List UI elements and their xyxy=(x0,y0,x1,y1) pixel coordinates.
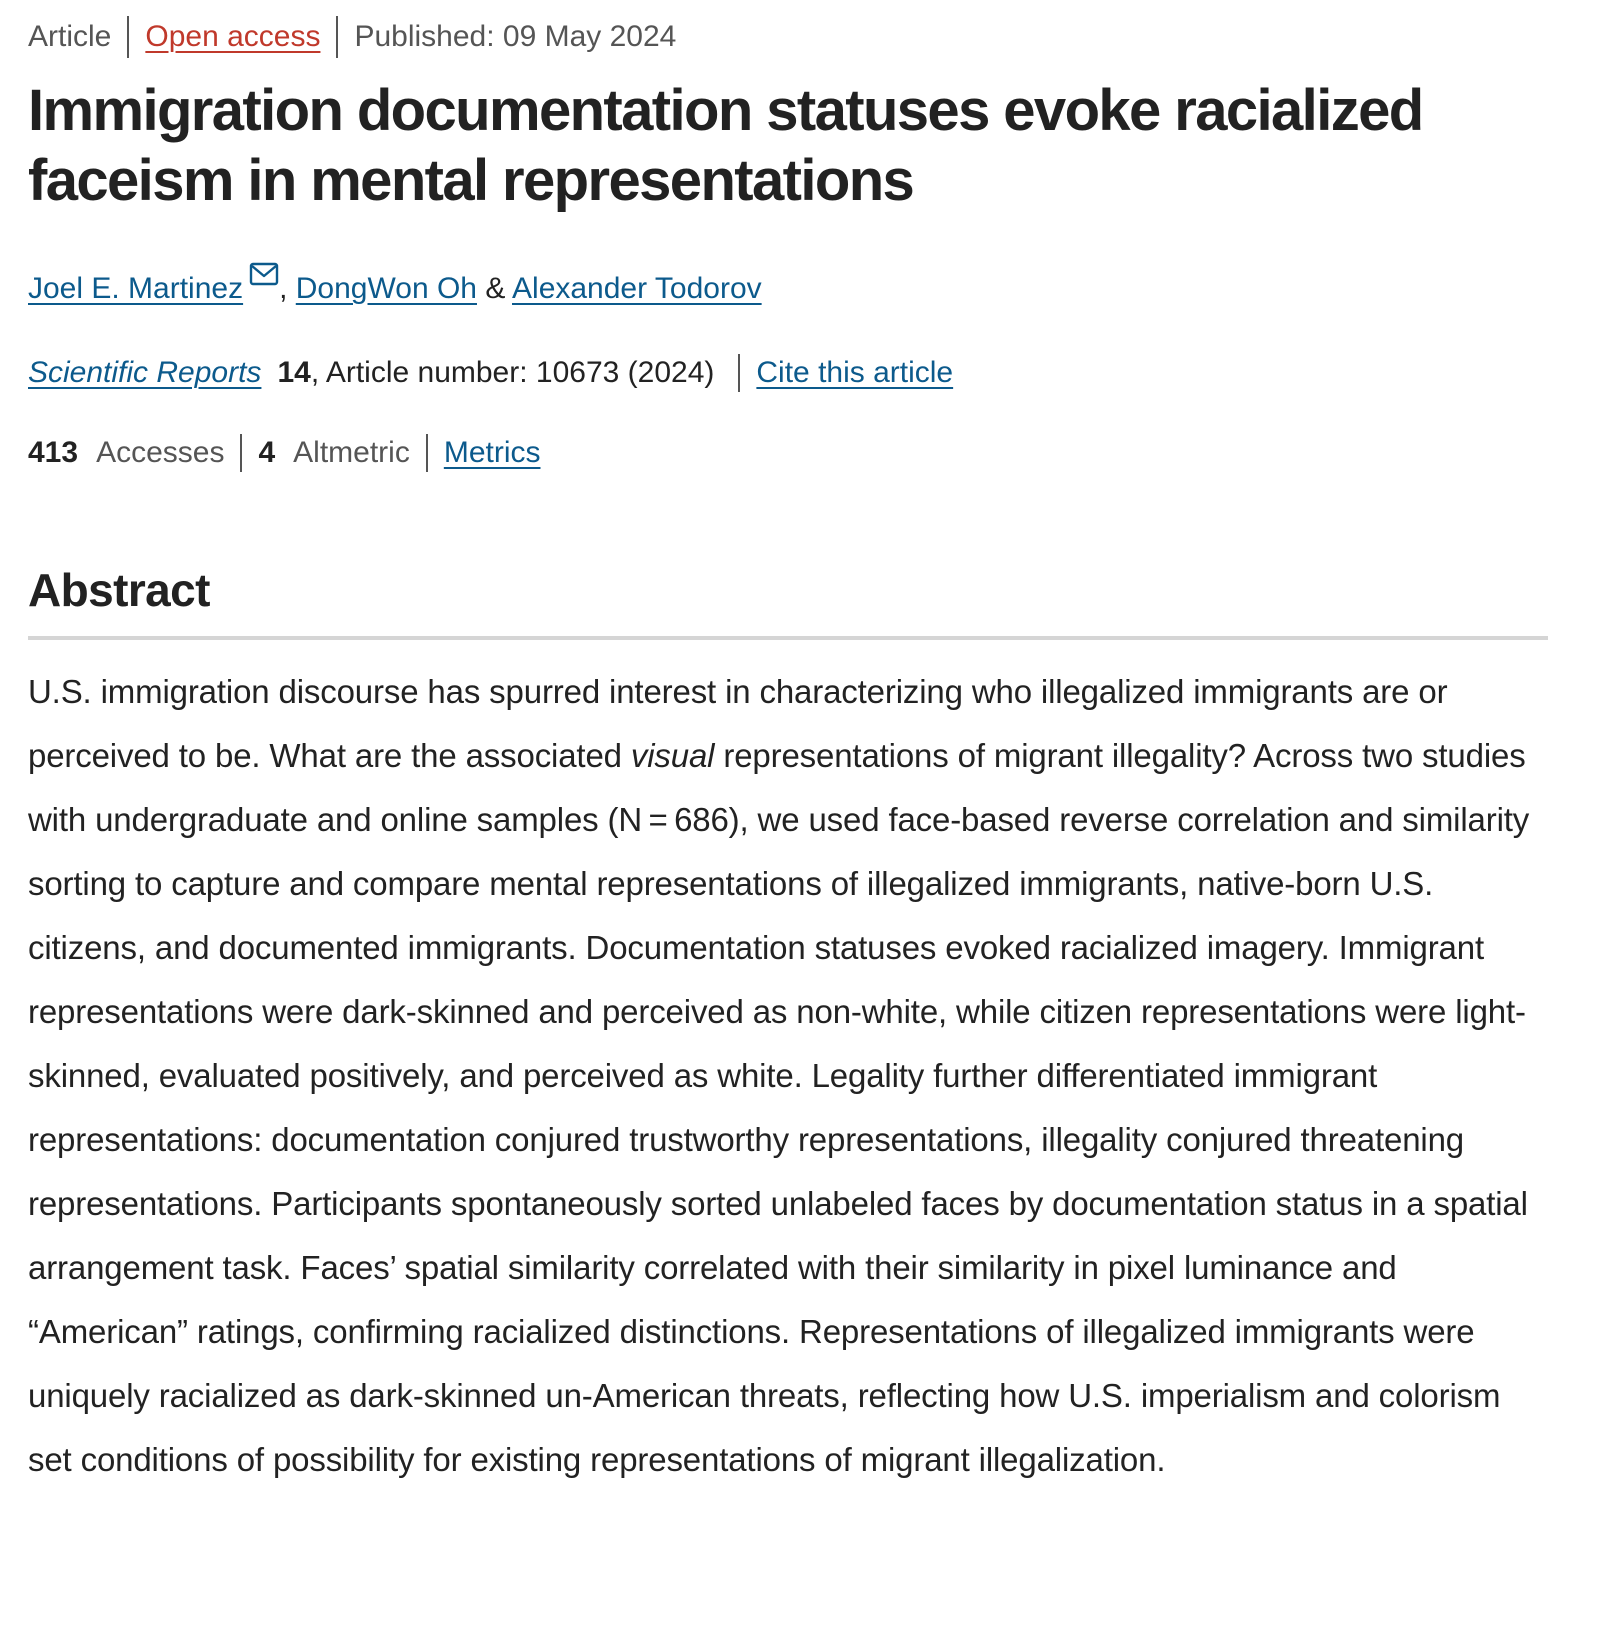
altmetric-label: Altmetric xyxy=(293,436,410,469)
article-number: , Article number: 10673 (2024) xyxy=(310,356,715,389)
journal-info xyxy=(28,352,953,394)
altmetric-count: 4 xyxy=(258,436,276,469)
article-meta xyxy=(28,14,676,60)
author-separator: & xyxy=(476,272,513,305)
divider xyxy=(336,16,338,58)
cite-article-link[interactable]: Cite this article xyxy=(756,356,954,389)
author-link-todorov[interactable]: Alexander Todorov xyxy=(512,272,762,305)
accesses-label: Accesses xyxy=(96,436,225,469)
author-list xyxy=(28,262,762,310)
author-link-oh[interactable]: DongWon Oh xyxy=(295,272,477,305)
journal-link[interactable]: Scientific Reports xyxy=(28,356,262,389)
abstract-text-part: U.S. immigration discourse has spurred interest in characterizing who illegalized immigrants are or perceived to be. What are the associated xyxy=(28,673,1448,774)
open-access-link[interactable]: Open access xyxy=(145,20,321,53)
abstract-heading: Abstract xyxy=(28,564,210,616)
abstract-body xyxy=(28,660,1548,1492)
accesses-count: 413 xyxy=(28,436,79,469)
divider xyxy=(240,434,242,472)
metrics-link[interactable]: Metrics xyxy=(443,436,541,469)
abstract-emphasis: visual xyxy=(630,737,715,774)
divider xyxy=(426,434,428,472)
abstract-text-part: representations of migrant illegality? Across two studies with undergraduate and online samples (N = 686), we used face-based reverse correlation and similarity sorting to capture and compare mental representations of illegalized immigrants, native-born U.S. citizens, and documented immigrants. Documentation statuses evoked racialized imagery. Immigrant representations were dark-skinned and perceived as non-white, while citizen representations were light-skinned, evaluated positively, and perceived as white. Legality further differentiated immigrant representations: documentation conjured trustworthy representations, illegality conjured threatening representations. Participants spontaneously sorted unlabeled faces by documentation status in a spatial arrangement task. Faces’ spatial similarity correlated with their similarity in pixel luminance and “American” ratings, confirming racialized distinctions. Representations of illegalized immigrants were uniquely racialized as dark-skinned un-American threats, reflecting how U.S. imperialism and colorism set conditions of possibility for existing representations of migrant illegalization. xyxy=(28,737,1530,1478)
divider xyxy=(738,354,740,392)
journal-volume: 14 xyxy=(277,356,311,389)
divider xyxy=(127,16,129,58)
article-title: Immigration documentation statuses evoke racialized faceism in mental representations xyxy=(28,78,1423,213)
published-date: Published: 09 May 2024 xyxy=(354,20,677,53)
section-rule xyxy=(28,636,1548,640)
article-type: Article xyxy=(28,20,112,53)
mail-icon[interactable] xyxy=(249,262,279,286)
article-metrics xyxy=(28,432,541,474)
author-separator: , xyxy=(279,272,296,305)
author-link-martinez[interactable]: Joel E. Martinez xyxy=(28,272,244,305)
